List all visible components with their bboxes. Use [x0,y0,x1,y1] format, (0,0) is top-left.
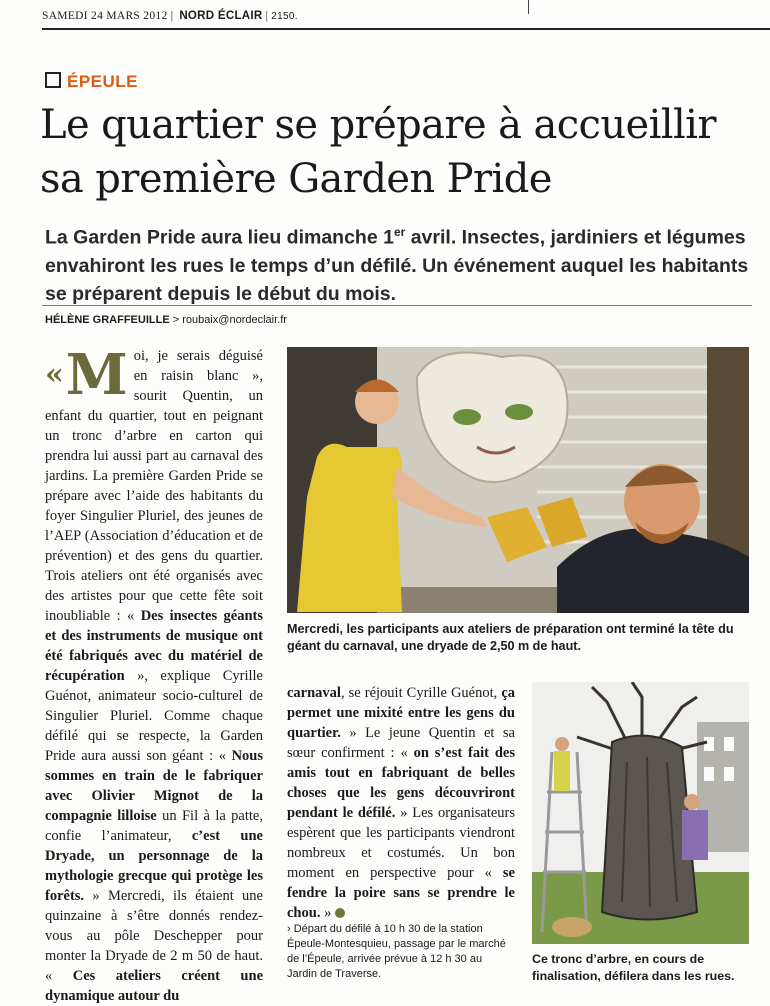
body-text: », explique Cyrille Guénot, animateur socio-culturel de Singulier Pluriel. Comme chaque défilé qui se respecte, la Garden Pride aura aussi son géant : « [45,668,263,764]
drop-cap [45,342,128,408]
body-text: un Fil à la patte, confie l’animateur, [45,808,263,844]
article-column-2 [287,683,515,923]
article-title [40,98,760,206]
body-quote: c’est une Dryade, un personnage de la mythologie grecque qui protège les forêts. [45,828,263,904]
photo-caption: Ce tronc d’arbre, en cours de finalisation, défilera dans les rues. [532,952,735,983]
article-column-1 [45,342,264,1006]
body-quote: Des insectes géants et des instruments de musique ont été fabriqués avec du matériel de récupération [45,608,263,684]
header-date: SAMEDI 24 MARS 2012 [42,10,168,22]
byline [45,314,287,326]
body-quote: Nous sommes en train de le fabriquer avec Olivier Mignot de la compagnie lilloise [45,748,263,824]
header-publication: NORD ÉCLAIR [179,10,263,22]
author-name: HÉLÈNE GRAFFEUILLE [45,314,170,326]
section-label [45,72,138,92]
lead-text: La Garden Pride aura lieu dimanche 1 [45,226,394,249]
tree-trunk-photo [532,682,749,944]
title-line: Le quartier se prépare à accueillir [40,102,716,148]
body-quote: Ces ateliers créent une dynamique autour du [45,968,264,1004]
author-email: > roubaix@nordeclair.fr [172,314,287,326]
body-quote: carnaval [287,685,341,701]
body-text: » [320,905,335,921]
header-separator: | [170,10,174,22]
drop-cap-letter: M [65,342,128,408]
body-text: oi, je serais déguisé en raisin blanc », sourit Quentin, un enfant du quartier, tout en peignant un tronc d’arbre en carton qui prendra lui aussi part au carnaval des jardins. La première Garden Pride se prépare avec l’aide des habitants du foyer Singulier Pluriel, des jeunes de l’AEP (Association d’éducation et de prévention) et des gens du quartier. Trois ateliers ont été organisés avec des artistes pour que cette fête soit inoubliable : « [45,348,263,624]
byline-rule [42,305,752,306]
workshop-illustration [287,347,749,613]
tree-trunk-illustration [532,682,749,944]
body-text: » Les organisateurs espèrent que les participants viendront nombreux et costumés. Un bon moment en perspective pour « [287,805,516,881]
workshop-photo [287,347,749,613]
section-name: ÉPEULE [67,72,139,91]
end-of-article-icon [335,908,345,918]
title-line: sa première Garden Pride [40,156,552,202]
lead-text: avril. Insectes, jardiniers et légumes envahiront les rues le temps d’un défilé. Un événement auquel les habitants se préparent depuis le début du mois. [45,226,749,305]
body-quote: ça permet une mixité entre les gens du quartier. [287,685,515,741]
header-separator: | [265,10,269,22]
photo-caption: Mercredi, les participants aux ateliers de préparation ont terminé la tête du géant du carnaval, une dryade de 2,50 m de haut. [287,622,734,653]
event-info: › Départ du défilé à 10 h 30 de la station Épeule-Montesquieu, passage par le marché de l’Épeule, arrivée prévue à 12 h 30 au Jardin de Traverse. [287,923,506,980]
lead-superscript: er [393,225,406,239]
header-page-code: 2150. [271,11,298,22]
body-quote: se fendre la poire sans se prendre le chou. [287,865,515,921]
body-text: » Le jeune Quentin et sa sœur confirment : « [287,725,515,761]
square-icon [45,72,61,88]
column-divider [528,0,529,14]
body-text: , se réjouit Cyrille Guénot, [340,685,502,701]
opening-guillemet: « [45,357,64,392]
article-lead [45,218,760,308]
body-text: » Mercredi, ils étaient une quinzaine à s’être donnés rendez-vous au pôle Deschepper pour monter la Dryade de 2 m 50 de haut. « [45,888,263,984]
header-rule [42,28,770,30]
page-header [42,10,298,22]
body-quote: on s’est fait des amis tout en fabriquant de belles choses que les gens découvriront pendant le défilé. [287,745,515,821]
